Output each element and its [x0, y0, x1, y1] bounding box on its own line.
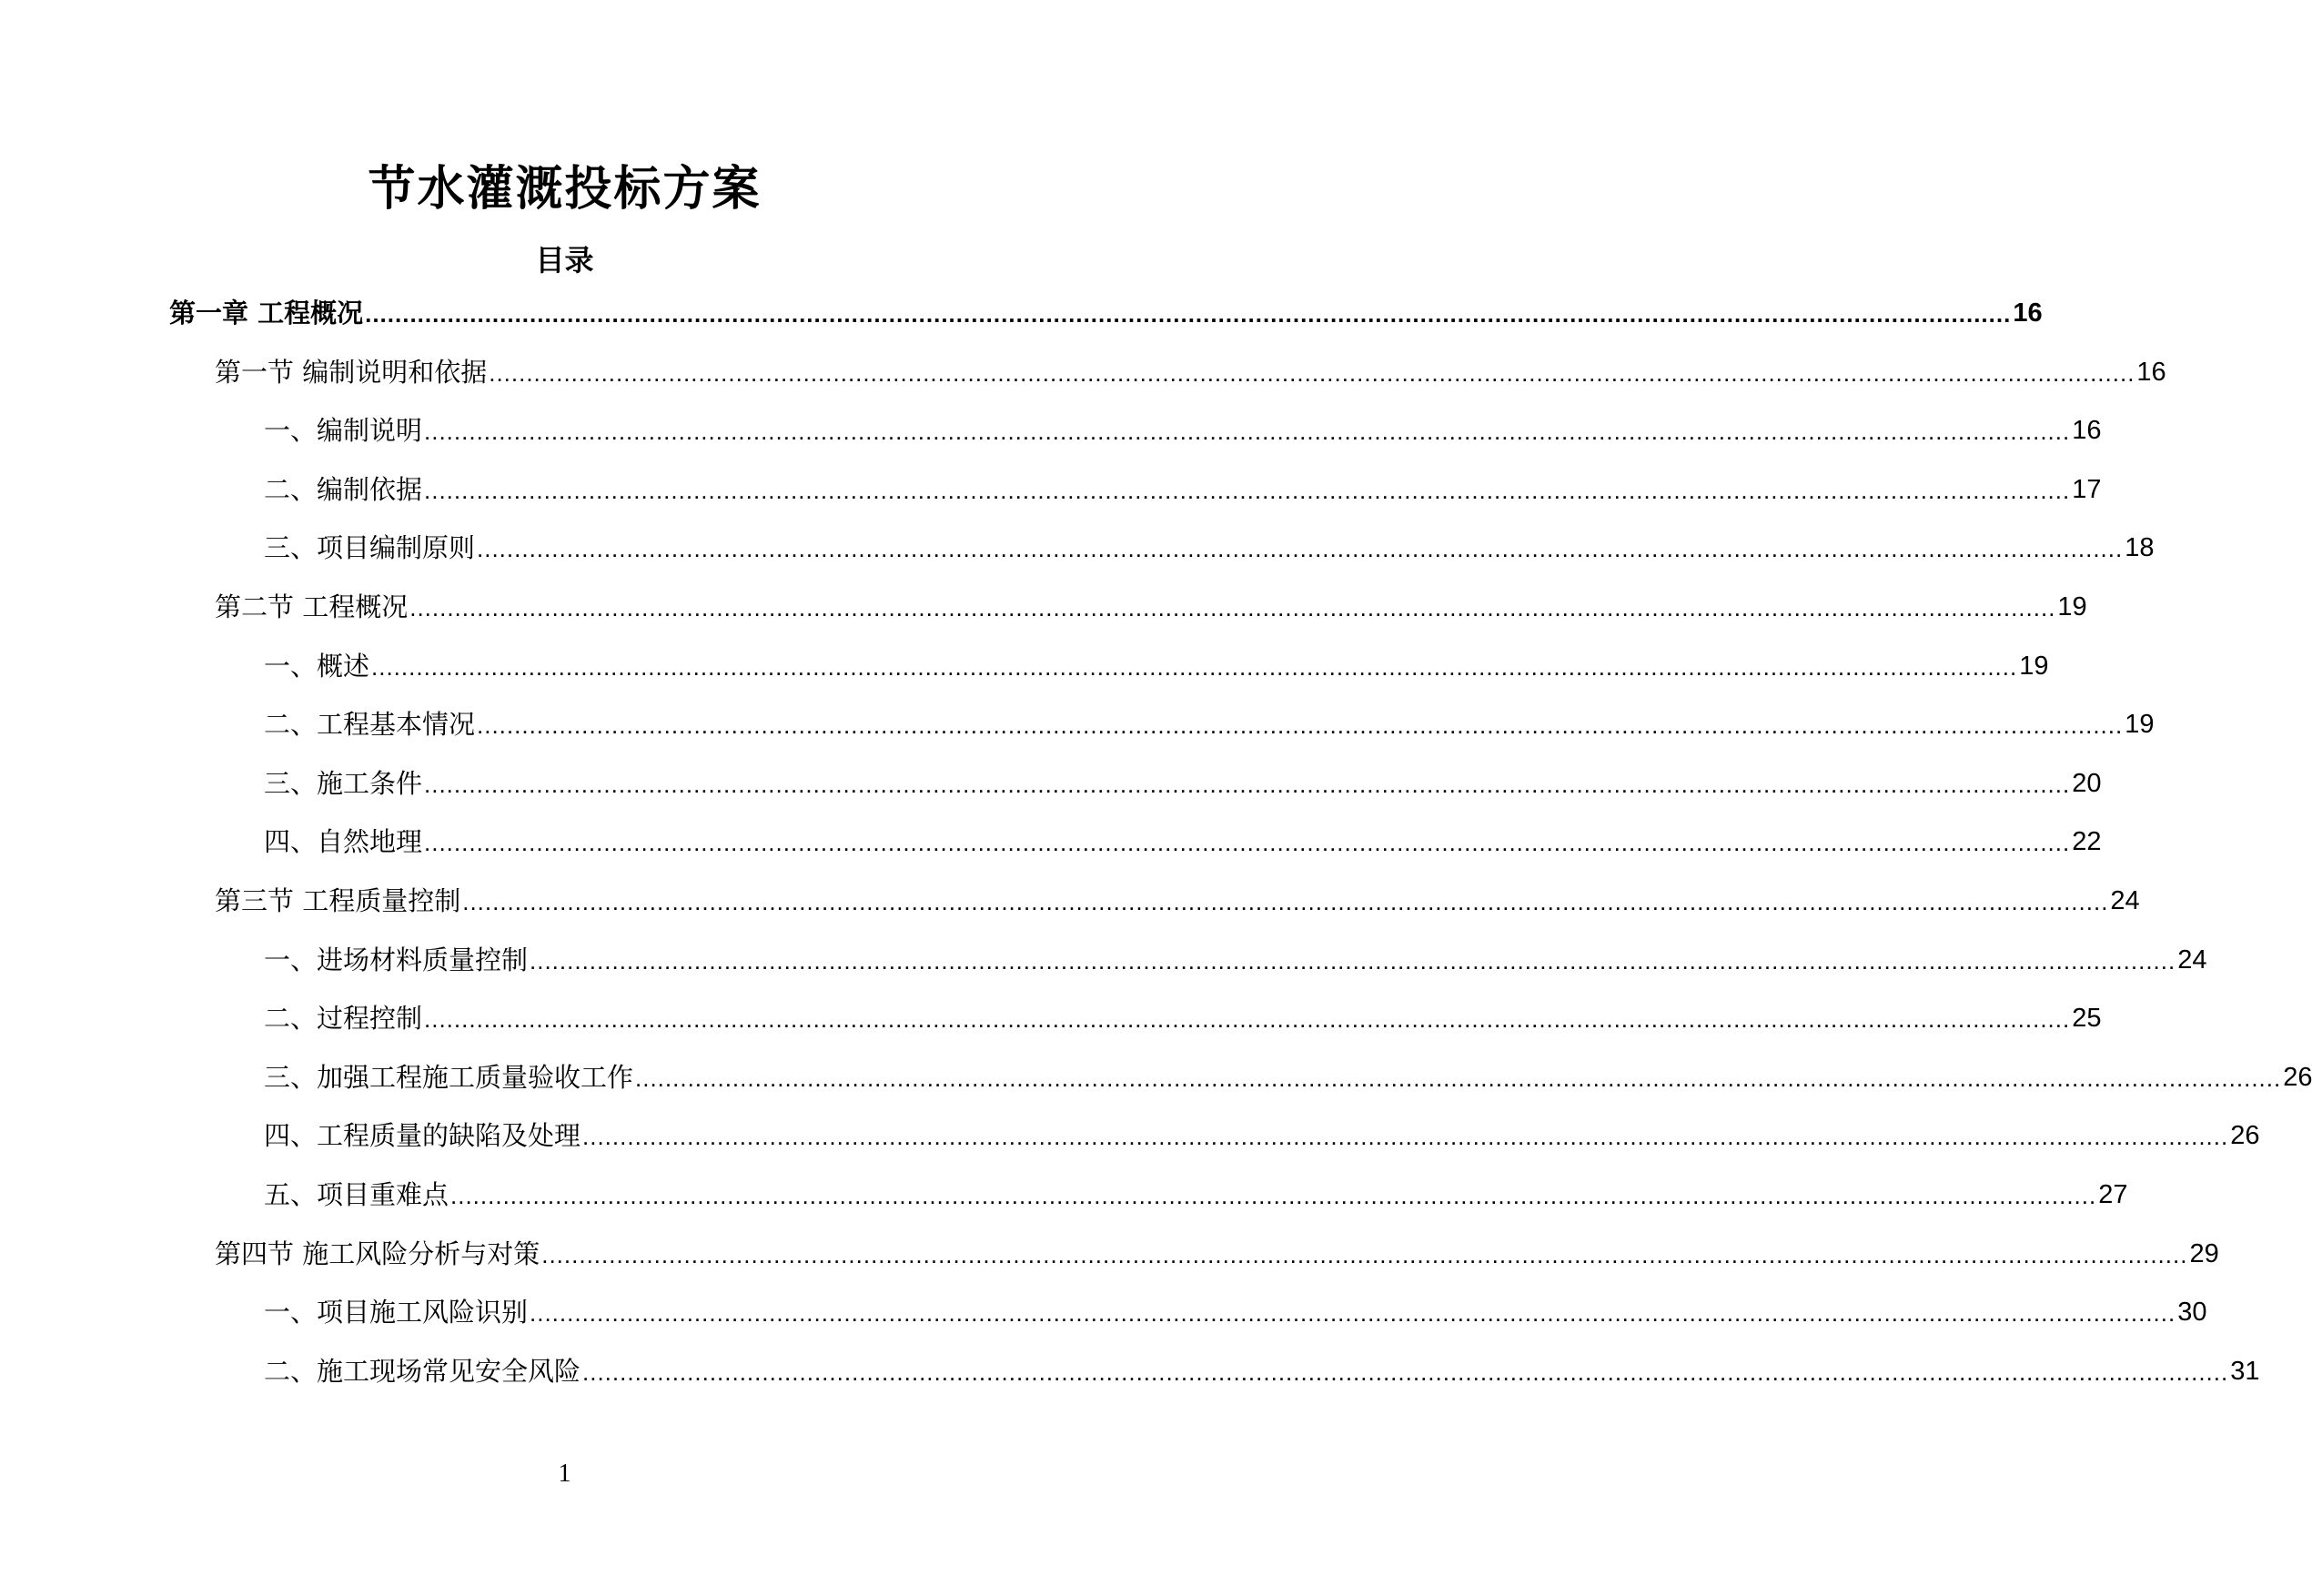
toc-entry-page-number: 30: [2177, 1298, 2207, 1328]
toc-entry-label: 一、项目施工风险识别: [264, 1297, 529, 1328]
toc-entry[interactable]: [264, 823, 2102, 860]
toc-entry[interactable]: [264, 471, 2102, 508]
toc-entry[interactable]: [264, 765, 2102, 802]
toc-entry-page-number: 24: [2177, 944, 2207, 975]
toc-entry-label: 一、概述: [264, 650, 370, 682]
toc-entry-page-number: 26: [2283, 1062, 2312, 1092]
document-title: 节水灌溉投标方案: [368, 162, 762, 217]
toc-entry[interactable]: [215, 883, 2140, 919]
toc-dot-leader: ............................................................................................................................................................................................................................: [477, 535, 2124, 563]
toc-entry-page-number: 20: [2072, 768, 2102, 798]
toc-dot-leader: ............................................................................................................................................................................................................................: [582, 1123, 2229, 1151]
toc-entry-label: 二、工程基本情况: [264, 709, 476, 741]
toc-dot-leader: ............................................................................................................................................................................................................................: [530, 946, 2176, 975]
toc-entry-label: 一、进场材料质量控制: [264, 944, 529, 975]
page-number: 1: [558, 1460, 571, 1488]
toc-entry-label: 三、加强工程施工质量验收工作: [264, 1061, 634, 1093]
toc-entry[interactable]: [264, 1177, 2128, 1213]
toc-entry[interactable]: [264, 530, 2155, 566]
toc-entry[interactable]: [264, 1353, 2260, 1389]
toc-dot-leader: ............................................................................................................................................................................................................................: [635, 1064, 2282, 1092]
toc-entry-page-number: 16: [2136, 357, 2166, 387]
toc-entry-label: 二、施工现场常见安全风险: [264, 1355, 581, 1387]
toc-entry-label: 二、过程控制: [264, 1003, 423, 1035]
toc-entry[interactable]: [215, 1236, 2219, 1272]
toc-entry[interactable]: [215, 354, 2166, 390]
toc-entry[interactable]: [264, 1000, 2102, 1036]
toc-dot-leader: ............................................................................................................................................................................................................................: [424, 829, 2071, 857]
toc-entry-page-number: 29: [2189, 1238, 2219, 1268]
toc-entry-page-number: 18: [2125, 533, 2155, 563]
toc-dot-leader: ............................................................................................................................................................................................................................: [371, 652, 2018, 681]
toc-entry-page-number: 22: [2072, 827, 2102, 857]
toc-entry-page-number: 31: [2230, 1356, 2260, 1386]
toc-dot-leader: ............................................................................................................................................................................................................................: [424, 476, 2071, 504]
toc-entry[interactable]: [215, 589, 2087, 625]
toc-dot-leader: ............................................................................................................................................................................................................................: [424, 1005, 2071, 1034]
toc-entry-page-number: 27: [2098, 1180, 2128, 1209]
toc-dot-leader: ............................................................................................................................................................................................................................: [541, 1240, 2188, 1268]
toc-entry-page-number: 19: [2019, 651, 2049, 681]
toc-entry-page-number: 17: [2072, 474, 2102, 504]
toc-dot-leader: ............................................................................................................................................................................................................................: [489, 359, 2135, 387]
toc-entry-label: 四、工程质量的缺陷及处理: [264, 1120, 581, 1152]
toc-entry-label: 一、编制说明: [264, 415, 423, 447]
toc-entry-label: 三、施工条件: [264, 767, 423, 799]
toc-entry-page-number: 26: [2230, 1121, 2260, 1151]
toc-entry[interactable]: [264, 1294, 2207, 1330]
toc-entry[interactable]: [264, 412, 2102, 449]
toc-entry-page-number: 19: [2125, 710, 2155, 740]
toc-dot-leader: ............................................................................................................................................................................................................................: [365, 300, 2012, 328]
toc-entry[interactable]: [264, 706, 2155, 742]
toc-dot-leader: ............................................................................................................................................................................................................................: [450, 1182, 2097, 1209]
toc-dot-leader: ............................................................................................................................................................................................................................: [424, 770, 2071, 798]
toc-entry-label: 三、项目编制原则: [264, 532, 476, 564]
toc-dot-leader: ............................................................................................................................................................................................................................: [424, 418, 2071, 446]
toc-heading: 目录: [535, 243, 594, 278]
toc-entry-label: 四、自然地理: [264, 826, 423, 858]
toc-dot-leader: ............................................................................................................................................................................................................................: [530, 1299, 2176, 1328]
toc-entry-page-number: 19: [2057, 592, 2087, 621]
toc-entry[interactable]: [264, 942, 2207, 978]
toc-entry[interactable]: [264, 648, 2049, 684]
toc-entry-label: 第二节 工程概况: [215, 591, 409, 622]
toc-entry[interactable]: [264, 1117, 2260, 1154]
toc-entry-label: 第三节 工程质量控制: [215, 885, 461, 916]
toc-dot-leader: ............................................................................................................................................................................................................................: [462, 888, 2109, 915]
toc-entry-label: 五、项目重难点: [264, 1179, 449, 1210]
toc-entry-page-number: 16: [2072, 416, 2102, 446]
toc-entry[interactable]: [169, 295, 2043, 331]
toc-entry-label: 第四节 施工风险分析与对策: [215, 1237, 540, 1269]
toc-dot-leader: ............................................................................................................................................................................................................................: [409, 594, 2056, 621]
toc-entry-label: 二、编制依据: [264, 473, 423, 505]
toc-entry-label: 第一节 编制说明和依据: [215, 356, 488, 388]
toc-entry-page-number: 25: [2072, 1004, 2102, 1034]
toc-entry-label: 第一章 工程概况: [169, 298, 364, 328]
toc-dot-leader: ............................................................................................................................................................................................................................: [582, 1358, 2229, 1386]
toc-entry[interactable]: [264, 1059, 2312, 1096]
toc-entry-page-number: 16: [2013, 298, 2043, 328]
toc-dot-leader: ............................................................................................................................................................................................................................: [477, 712, 2124, 740]
toc-entry-page-number: 24: [2110, 886, 2140, 915]
